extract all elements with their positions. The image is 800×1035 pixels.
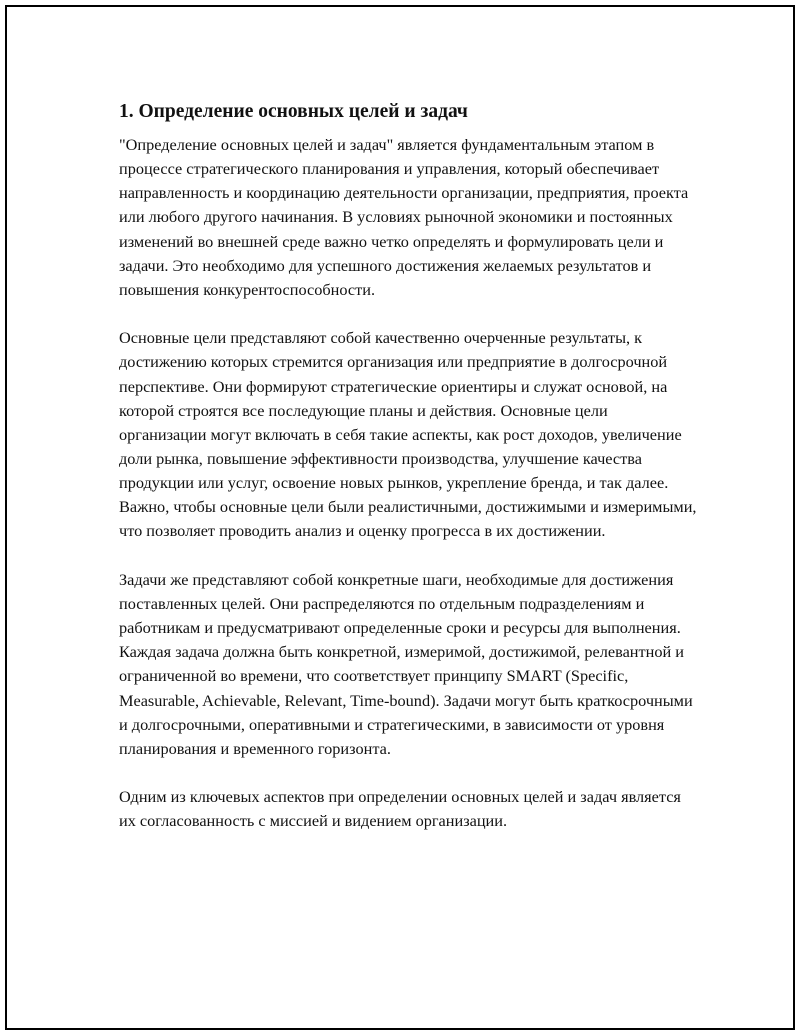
section-heading: 1. Определение основных целей и задач (119, 101, 468, 122)
page-frame (5, 5, 795, 1030)
paragraph-2: Основные цели представляют собой качественно очерченные результаты, к достижению которых стремится организация или предприятие в долгосрочной перспективе. Они формируют стратегические ориентиры и служат основой, на которой строятся все последующие планы и действия. Основные цели организации могут включать в себя такие аспекты, как рост доходов, увеличение доли рынка, повышение эффективности производства, улучшение качества продукции или услуг, освоение новых рынков, укрепление бренда, и так далее. Важно, чтобы основные цели были реалистичными, достижимыми и измеримыми, что позволяет проводить анализ и оценку прогресса в их достижении. (119, 328, 697, 541)
paragraph-1: "Определение основных целей и задач" является фундаментальным этапом в процессе стратегического планирования и управления, который обеспечивает направленность и координацию деятельности организации, предприятия, проекта или любого другого начинания. В условиях рыночной экономики и постоянных изменений во внешней среде важно четко определять и формулировать цели и задачи. Это необходимо для успешного достижения желаемых результатов и повышения конкурентоспособности. (119, 135, 689, 299)
paragraph-4: Одним из ключевых аспектов при определении основных целей и задач является их согласованность с миссией и видением организации. (119, 787, 681, 831)
document-body (119, 99, 699, 858)
paragraph-3: Задачи же представляют собой конкретные шаги, необходимые для достижения поставленных целей. Они распределяются по отдельным подразделениям и работникам и предусматривают определенные сроки и ресурсы для выполнения. Каждая задача должна быть конкретной, измеримой, достижимой, релевантной и ограниченной во времени, что соответствует принципу SMART (Specific, Measurable, Achievable, Relevant, Time-bound). Задачи могут быть краткосрочными и долгосрочными, оперативными и стратегическими, в зависимости от уровня планирования и временного горизонта. (119, 569, 693, 758)
